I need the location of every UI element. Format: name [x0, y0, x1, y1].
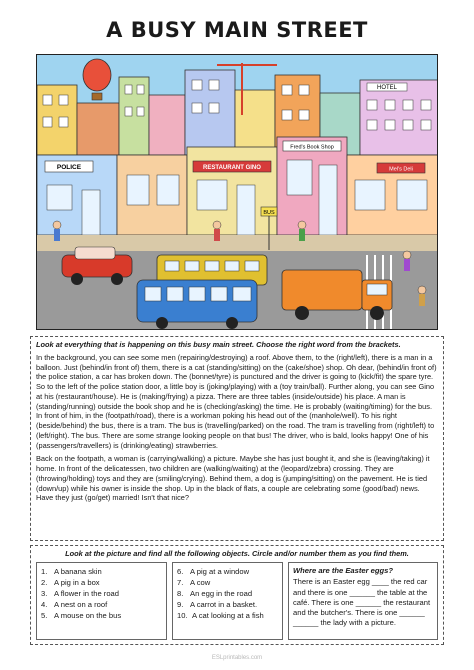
- bookshop-sign: Fred's Book Shop: [290, 144, 334, 151]
- list-item: 6. A pig at a window: [177, 567, 250, 576]
- list-item: 8. An egg in the road: [177, 589, 253, 598]
- restaurant-sign: RESTAURANT GINO: [203, 165, 261, 171]
- objects-list-2: [172, 562, 283, 640]
- reading-passage: [30, 336, 444, 541]
- police-sign: POLICE: [56, 164, 82, 171]
- objects-list-1: [36, 562, 167, 640]
- svg-text:BUS: BUS: [263, 210, 275, 216]
- reading-paragraph-2: Back on the footpath, a woman is (carrying/walking) a picture. Maybe she has just bought it, and she is (leaving/taking) it home. In front of the delicatessen, two children are (walking/waiting) at the (leopard/zebra) crossing. They are (throwing/holding) toys and they are (smiling/crying). Behind them, a dog is (jumping/sitting) on the pavement. He is tied (down/up) while his owner is inside the shop. Up in the black of flats, a couple are celebrating some (good/bad) news. Have they just (go/get) married! Isn't that nice?: [36, 454, 430, 503]
- deli-sign: Mel's Deli: [389, 166, 413, 173]
- bus: [137, 280, 257, 329]
- list-item: 9. A carrot in a basket.: [177, 600, 258, 609]
- list-item: 1. A banana skin: [41, 567, 102, 576]
- list-item: 4. A nest on a roof: [41, 600, 108, 609]
- hotel-sign: HOTEL: [376, 85, 398, 91]
- list-item: 3. A flower in the road: [41, 589, 120, 598]
- list-item: 5. A mouse on the bus: [41, 611, 122, 620]
- list-item: 2. A pig in a box: [41, 578, 100, 587]
- find-objects-section: [30, 545, 444, 645]
- reading-instruction: Look at everything that is happening on this busy main street. Choose the right word from the brackets.: [36, 340, 401, 349]
- list-item: 10. A cat looking at a fish: [177, 611, 264, 620]
- easter-eggs-box: [288, 562, 438, 640]
- easter-eggs-text: There is an Easter egg ____ the red car and there is one ______ the table at the café. There is one ______ the restaurant and the butcher's. There is one ______ ______ the lady with a picture.: [293, 577, 431, 628]
- list-item: 7. A cow: [177, 578, 211, 587]
- reading-paragraph-1: In the background, you can see some men (repairing/destroying) a roof. Above them, to the (right/left), there is a man in a balloon. Just (behind/in front of) them, there is a cat (standing/sitting) on the (cake/shoe) shop. Oh dear, (behind/in front of) the police station, a car has broken down. The (bonnet/tyre) is punctured and the driver is going to (kick/fit) the spare tyre. So to the left of the police station door, a little boy is (joking/playing) with a (toy train/ball). Further along, you can see Gino at his (restaurant/house). He is (making/frying) a pizza. There are three tables (inside/outside) his place. A man is (standing/running) outside the book shop and he is (checking/asking) the time. He is probably (waiting/timing) for the bus. In front of him, in the (footpath/road), there is a workman poking his head out of the (manhole/well). To his right (beside/behind) the bus, there is a tram. The bus is (travelling/parked) on the road. The tram is travelling from (right/left) to (left/right). The bus. There are some strange looking people on that bus! The driver, who is bald, looks happy! One of his (passengers/travellers) is (drinking/eating) strawberries.: [36, 352, 437, 450]
- page-title: A BUSY MAIN STREET: [106, 18, 368, 42]
- footer-watermark: ESLprintables.com: [211, 655, 263, 661]
- find-instruction: Look at the picture and find all the following objects. Circle and/or number them as you find them.: [65, 549, 409, 558]
- easter-eggs-title: Where are the Easter eggs?: [293, 566, 394, 575]
- street-scene: [37, 55, 438, 330]
- street-illustration: [36, 54, 438, 330]
